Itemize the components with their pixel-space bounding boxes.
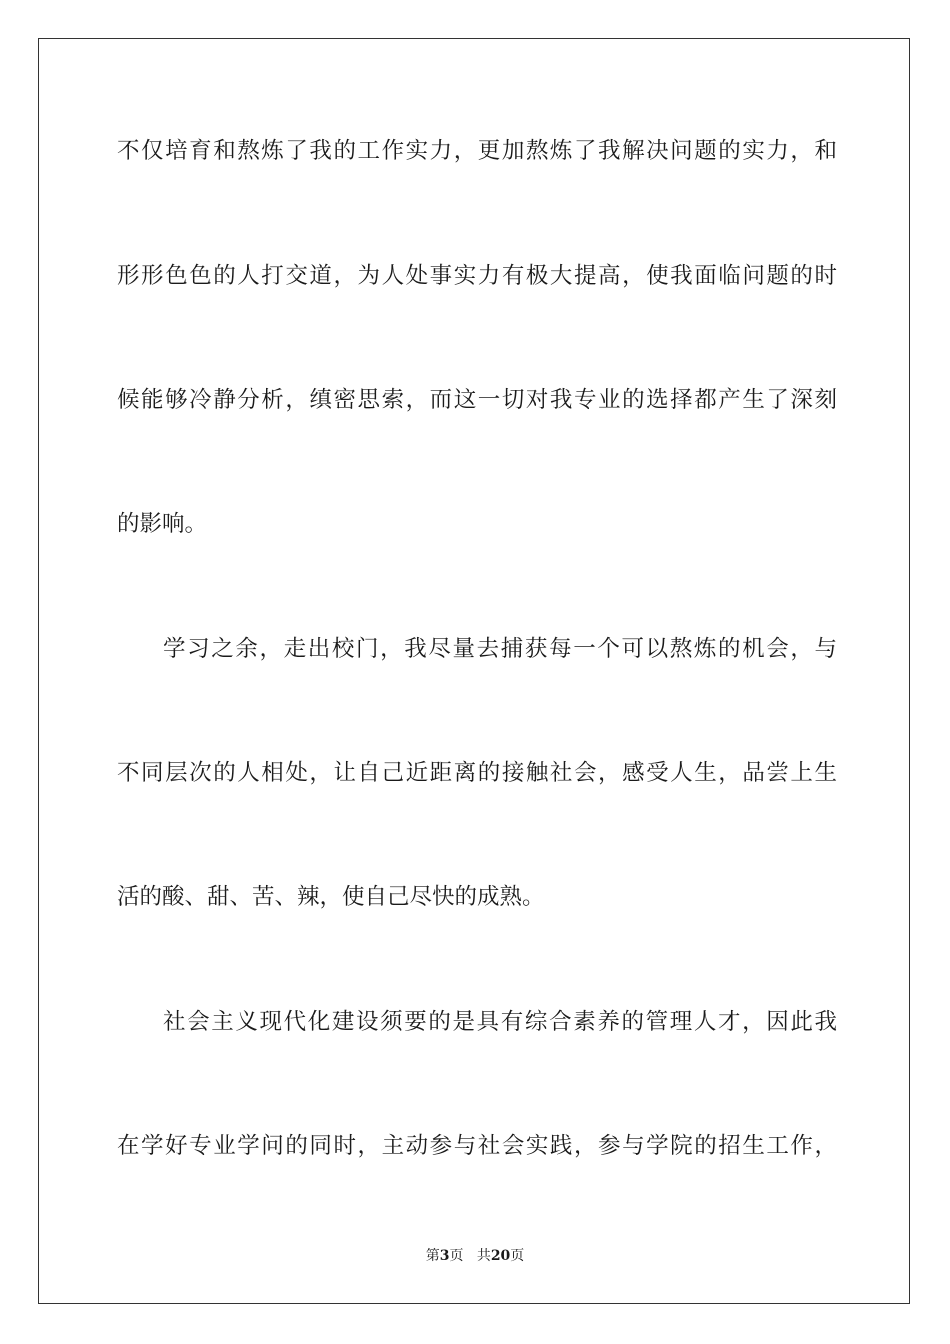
paragraph-line: 社会主义现代化建设须要的是具有综合素养的管理人才，因此我 <box>163 1009 837 1035</box>
page-border <box>38 38 910 1304</box>
page-footer <box>0 1247 950 1265</box>
paragraph-line: 不同层次的人相处，让自己近距离的接触社会，感受人生，品尝上生 <box>117 760 837 786</box>
paragraph-line: 活的酸、甜、苦、辣，使自己尽快的成熟。 <box>117 884 545 910</box>
footer-total-suffix: 页 <box>510 1248 525 1264</box>
footer-total-prefix: 共 <box>476 1248 491 1264</box>
paragraph-line: 不仅培育和熬炼了我的工作实力，更加熬炼了我解决问题的实力，和 <box>117 138 837 164</box>
footer-page-suffix: 页 <box>449 1248 464 1264</box>
footer-total-number: 20 <box>490 1248 511 1264</box>
paragraph-line: 学习之余，走出校门，我尽量去捕获每一个可以熬炼的机会，与 <box>163 636 837 662</box>
footer-page-prefix: 第 <box>425 1248 440 1264</box>
footer-page-number: 3 <box>439 1248 450 1264</box>
paragraph-line: 候能够冷静分析，缜密思索，而这一切对我专业的选择都产生了深刻 <box>117 387 837 413</box>
paragraph-line: 的影响。 <box>117 511 208 537</box>
paragraph-line: 形形色色的人打交道，为人处事实力有极大提高，使我面临问题的时 <box>117 263 837 289</box>
paragraph-line: 在学好专业学问的同时，主动参与社会实践，参与学院的招生工作， <box>117 1133 837 1159</box>
